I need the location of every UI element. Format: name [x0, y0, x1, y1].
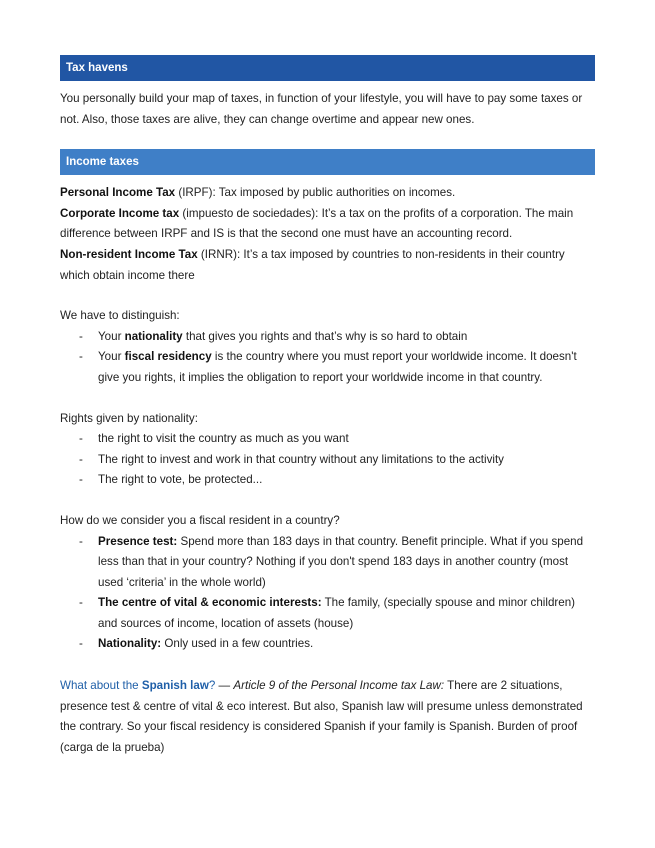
list-item: - The right to invest and work in that country without any limitations to the activity	[60, 450, 595, 471]
text: The family, (specially spouse and minor children) and sources of income, location of assets (house)	[98, 596, 576, 630]
text: Only used in a few countries.	[161, 637, 314, 651]
term: Non-resident Income Tax	[60, 247, 198, 261]
rights-intro: Rights given by nationality:	[60, 411, 198, 425]
definition-text: (IRPF): Tax imposed by public authorities on incomes.	[175, 186, 456, 200]
article-reference: Article 9 of the Personal Income tax Law:	[233, 679, 445, 693]
term: Personal Income Tax	[60, 186, 176, 200]
text: There are 2 situations, presence test & centre of vital & eco interest. But also, Spanish law will presume unless demonstrated the contrary. So your fiscal residency is considered Spanish if your family is Spanish. Burden of proof (carga de la prueba)	[60, 679, 583, 754]
bold-term: Spanish law	[141, 679, 209, 693]
list-item: - the right to visit the country as much as you want	[60, 429, 595, 450]
text: ?	[208, 679, 216, 693]
text: What about the	[60, 679, 142, 693]
distinguish-list	[60, 327, 595, 389]
section-title: Income taxes	[66, 156, 139, 169]
bold-term: The centre of vital & economic interests:	[98, 596, 322, 610]
text: Your	[98, 329, 125, 343]
definition-text: (impuesto de sociedades): It’s a tax on the profits of a corporation. The main difference between IRPF and IS is that the second one must have an accounting record.	[60, 206, 574, 241]
section-title: Tax havens	[66, 62, 128, 74]
section-banner-income-taxes	[60, 149, 595, 175]
list-item: - The right to vote, be protected...	[60, 470, 595, 491]
text: Spend more than 183 days in that country. Benefit principle. What if you spend less than that in your country? Nothing if you don't spend 183 days in another country (most used ‘criteria’ in the whole world)	[98, 534, 584, 589]
spanish-law-heading	[60, 679, 215, 692]
distinguish-intro: We have to distinguish:	[60, 309, 180, 323]
list-item	[60, 347, 595, 388]
bold-term: fiscal residency	[124, 350, 212, 364]
definition-irnr	[60, 245, 595, 286]
bold-term: Presence test:	[98, 534, 178, 548]
spanish-law-paragraph	[60, 676, 595, 758]
text: Your	[98, 350, 125, 364]
text: is the country where you must report your worldwide income. It doesn't give you rights, it implies the obligation to report your worldwide income in that country.	[98, 350, 577, 384]
text: —	[215, 679, 234, 693]
term: Corporate Income tax	[60, 206, 180, 220]
definitions	[60, 183, 595, 286]
definition-is	[60, 204, 595, 245]
bold-term: nationality	[124, 329, 183, 343]
rights-list	[60, 429, 595, 491]
list-item	[60, 327, 595, 348]
document-content	[60, 55, 595, 758]
definition-text: (IRNR): It’s a tax imposed by countries to non-residents in their country which obtain income there	[60, 247, 565, 282]
bold-term: Nationality:	[98, 637, 162, 651]
list-item	[60, 532, 595, 594]
list-item	[60, 593, 595, 634]
resident-intro: How do we consider you a fiscal resident in a country?	[60, 513, 340, 527]
paragraph: You personally build your map of taxes, in function of your lifestyle, you will have to pay some taxes or not. Also, those taxes are alive, they can change overtime and appear new ones.	[60, 92, 583, 126]
resident-criteria-list	[60, 532, 595, 656]
definition-irpf	[60, 183, 595, 204]
list-item	[60, 634, 595, 655]
section-banner-tax-havens	[60, 55, 595, 81]
text: that gives you rights and that’s why is so hard to obtain	[182, 329, 468, 343]
